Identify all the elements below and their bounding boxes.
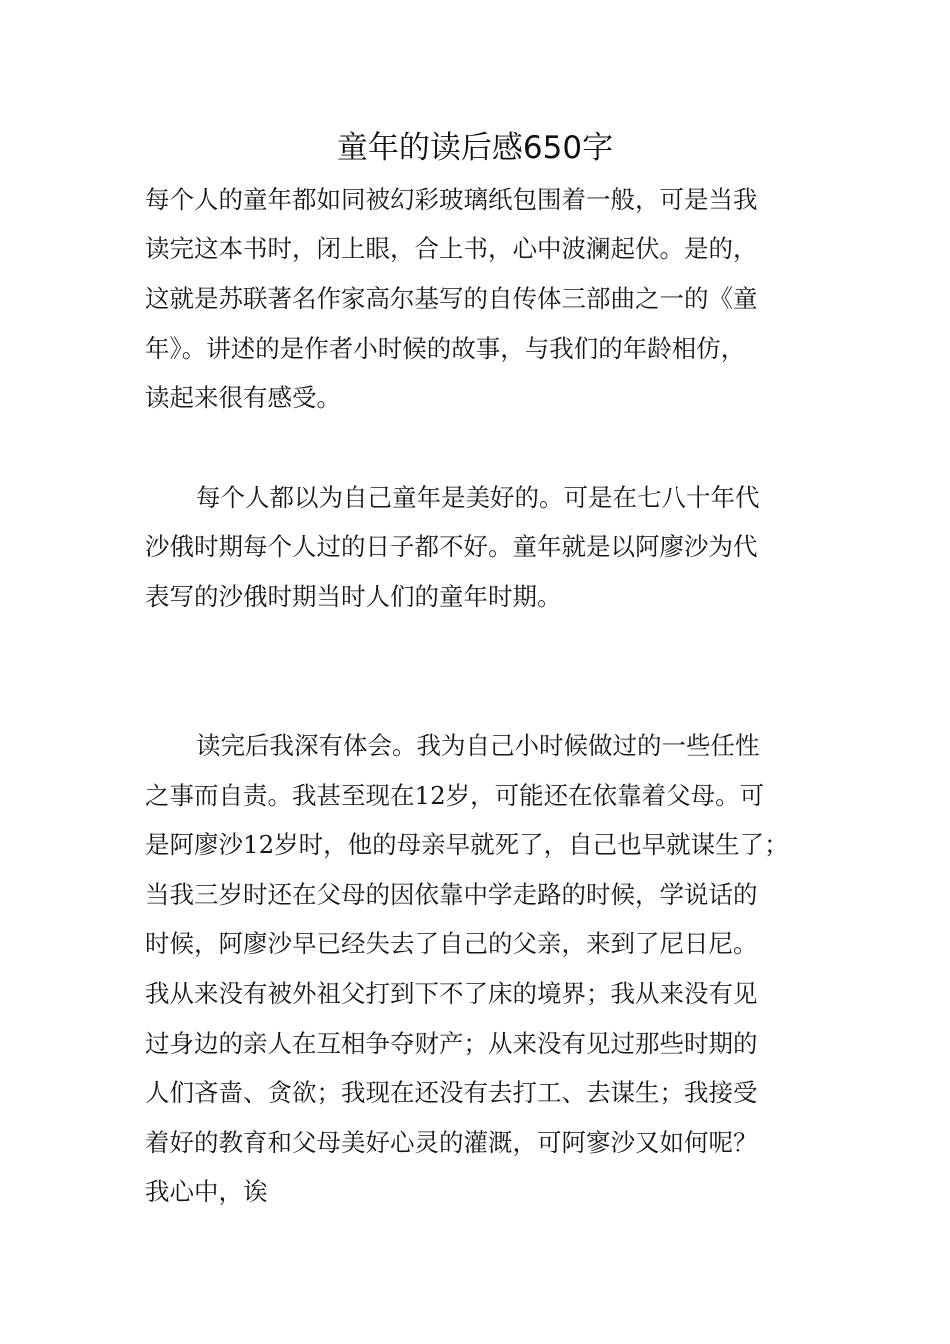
paragraph-1-line-3: 这就是苏联著名作家高尔基写的自传体三部曲之一的《童 (145, 284, 758, 313)
paragraph-2-line-3: 表写的沙俄时期当时人们的童年时期。 (145, 582, 562, 611)
paragraph-3-line-2: 之事而自责。我甚至现在12岁，可能还在依靠着父母。可 (145, 781, 765, 810)
paragraph-3-line-7: 过身边的亲人在互相争夺财产；从来没有见过那些时期的 (145, 1029, 758, 1058)
paragraph-3-line-3: 是阿廖沙12岁时，他的母亲早就死了，自己也早就谋生了； (145, 830, 789, 859)
paragraph-3-line-9: 着好的教育和父母美好心灵的灌溉，可阿寥沙又如何呢？ (145, 1128, 758, 1157)
paragraph-3-line-4: 当我三岁时还在父母的因依靠中学走路的时候，学说话的 (145, 880, 758, 909)
paragraph-1-line-5: 读起来很有感受。 (145, 383, 341, 412)
document-title: 童年的读后感650字 (336, 130, 614, 166)
paragraph-1-line-2: 读完这本书时，闭上眼，合上书，心中波澜起伏。是的， (145, 234, 758, 263)
paragraph-3-line-1: 读完后我深有体会。我为自己小时候做过的一些任性 (196, 731, 760, 760)
paragraph-3-line-5: 时候，阿廖沙早已经失去了自己的父亲，来到了尼日尼。 (145, 929, 758, 958)
paragraph-2-line-2: 沙俄时期每个人过的日子都不好。童年就是以阿廖沙为代 (145, 532, 758, 561)
paragraph-2-line-1: 每个人都以为自己童年是美好的。可是在七八十年代 (196, 483, 760, 512)
paragraph-1-line-1: 每个人的童年都如同被幻彩玻璃纸包围着一般，可是当我 (145, 185, 758, 214)
paragraph-3-line-8: 人们吝啬、贪欲；我现在还没有去打工、去谋生；我接受 (145, 1078, 758, 1107)
paragraph-3-line-6: 我从来没有被外祖父打到下不了床的境界；我从来没有见 (145, 979, 758, 1008)
paragraph-3-line-10: 我心中，诶 (145, 1177, 268, 1206)
paragraph-1-line-4: 年》。讲述的是作者小时候的故事，与我们的年龄相仿， (145, 334, 746, 363)
